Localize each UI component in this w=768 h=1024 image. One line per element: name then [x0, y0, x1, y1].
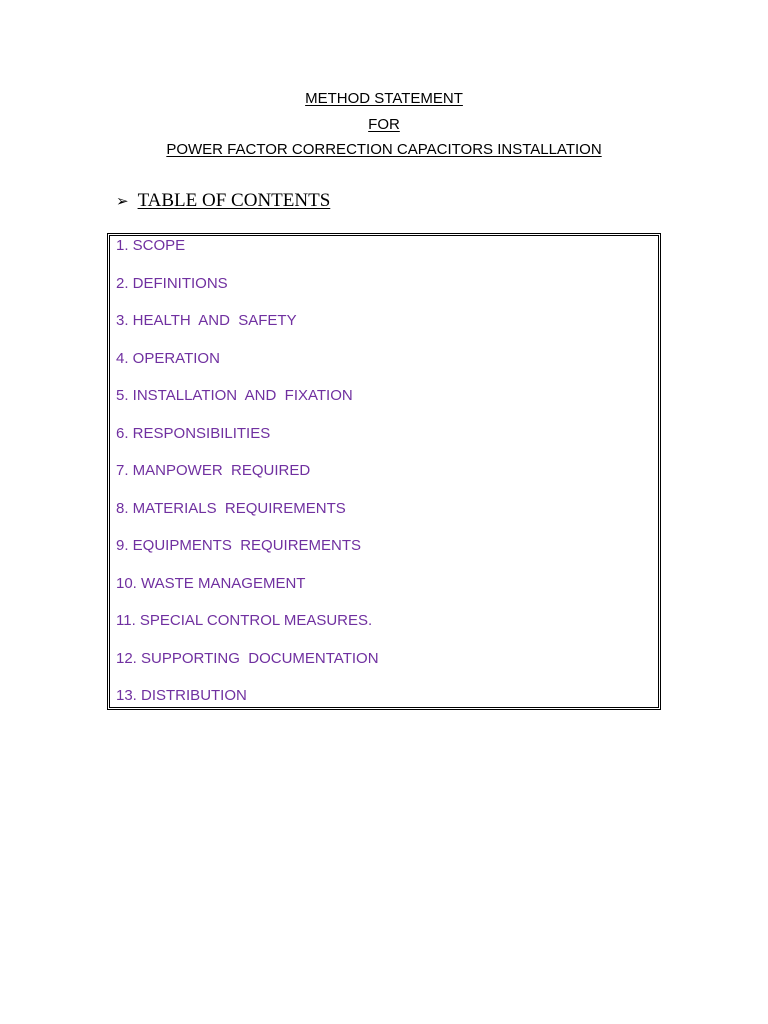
toc-table-inner-border	[109, 235, 659, 708]
toc-heading-text: TABLE OF CONTENTS	[137, 190, 331, 211]
toc-item-installation-and-fixation: 5. INSTALLATION AND FIXATION	[116, 387, 353, 404]
title-line-subject: POWER FACTOR CORRECTION CAPACITORS INSTALLATION	[166, 141, 602, 158]
toc-heading	[116, 189, 330, 213]
toc-list	[116, 237, 379, 725]
title-line-for: FOR	[368, 115, 400, 133]
arrow-bullet-icon: ➢	[116, 192, 129, 210]
document-title	[0, 86, 768, 163]
toc-item-manpower-required: 7. MANPOWER REQUIRED	[116, 462, 311, 479]
toc-item-distribution: 13. DISTRIBUTION	[116, 687, 247, 704]
toc-table	[107, 233, 661, 710]
toc-item-definitions: 2. DEFINITIONS	[116, 274, 228, 292]
toc-item-scope: 1. SCOPE	[116, 237, 186, 254]
toc-item-materials-requirements: 8. MATERIALS REQUIREMENTS	[116, 499, 346, 517]
toc-item-operation: 4. OPERATION	[116, 349, 220, 367]
toc-item-equipments-requirements: 9. EQUIPMENTS REQUIREMENTS	[116, 537, 362, 554]
toc-item-supporting-documentation: 12. SUPPORTING DOCUMENTATION	[116, 649, 379, 667]
toc-item-special-control-measures: 11. SPECIAL CONTROL MEASURES.	[116, 612, 373, 629]
toc-item-responsibilities: 6. RESPONSIBILITIES	[116, 424, 271, 442]
title-line-method-statement: METHOD STATEMENT	[305, 90, 463, 107]
toc-item-waste-management: 10. WASTE MANAGEMENT	[116, 574, 306, 592]
toc-item-health-and-safety: 3. HEALTH AND SAFETY	[116, 312, 297, 329]
